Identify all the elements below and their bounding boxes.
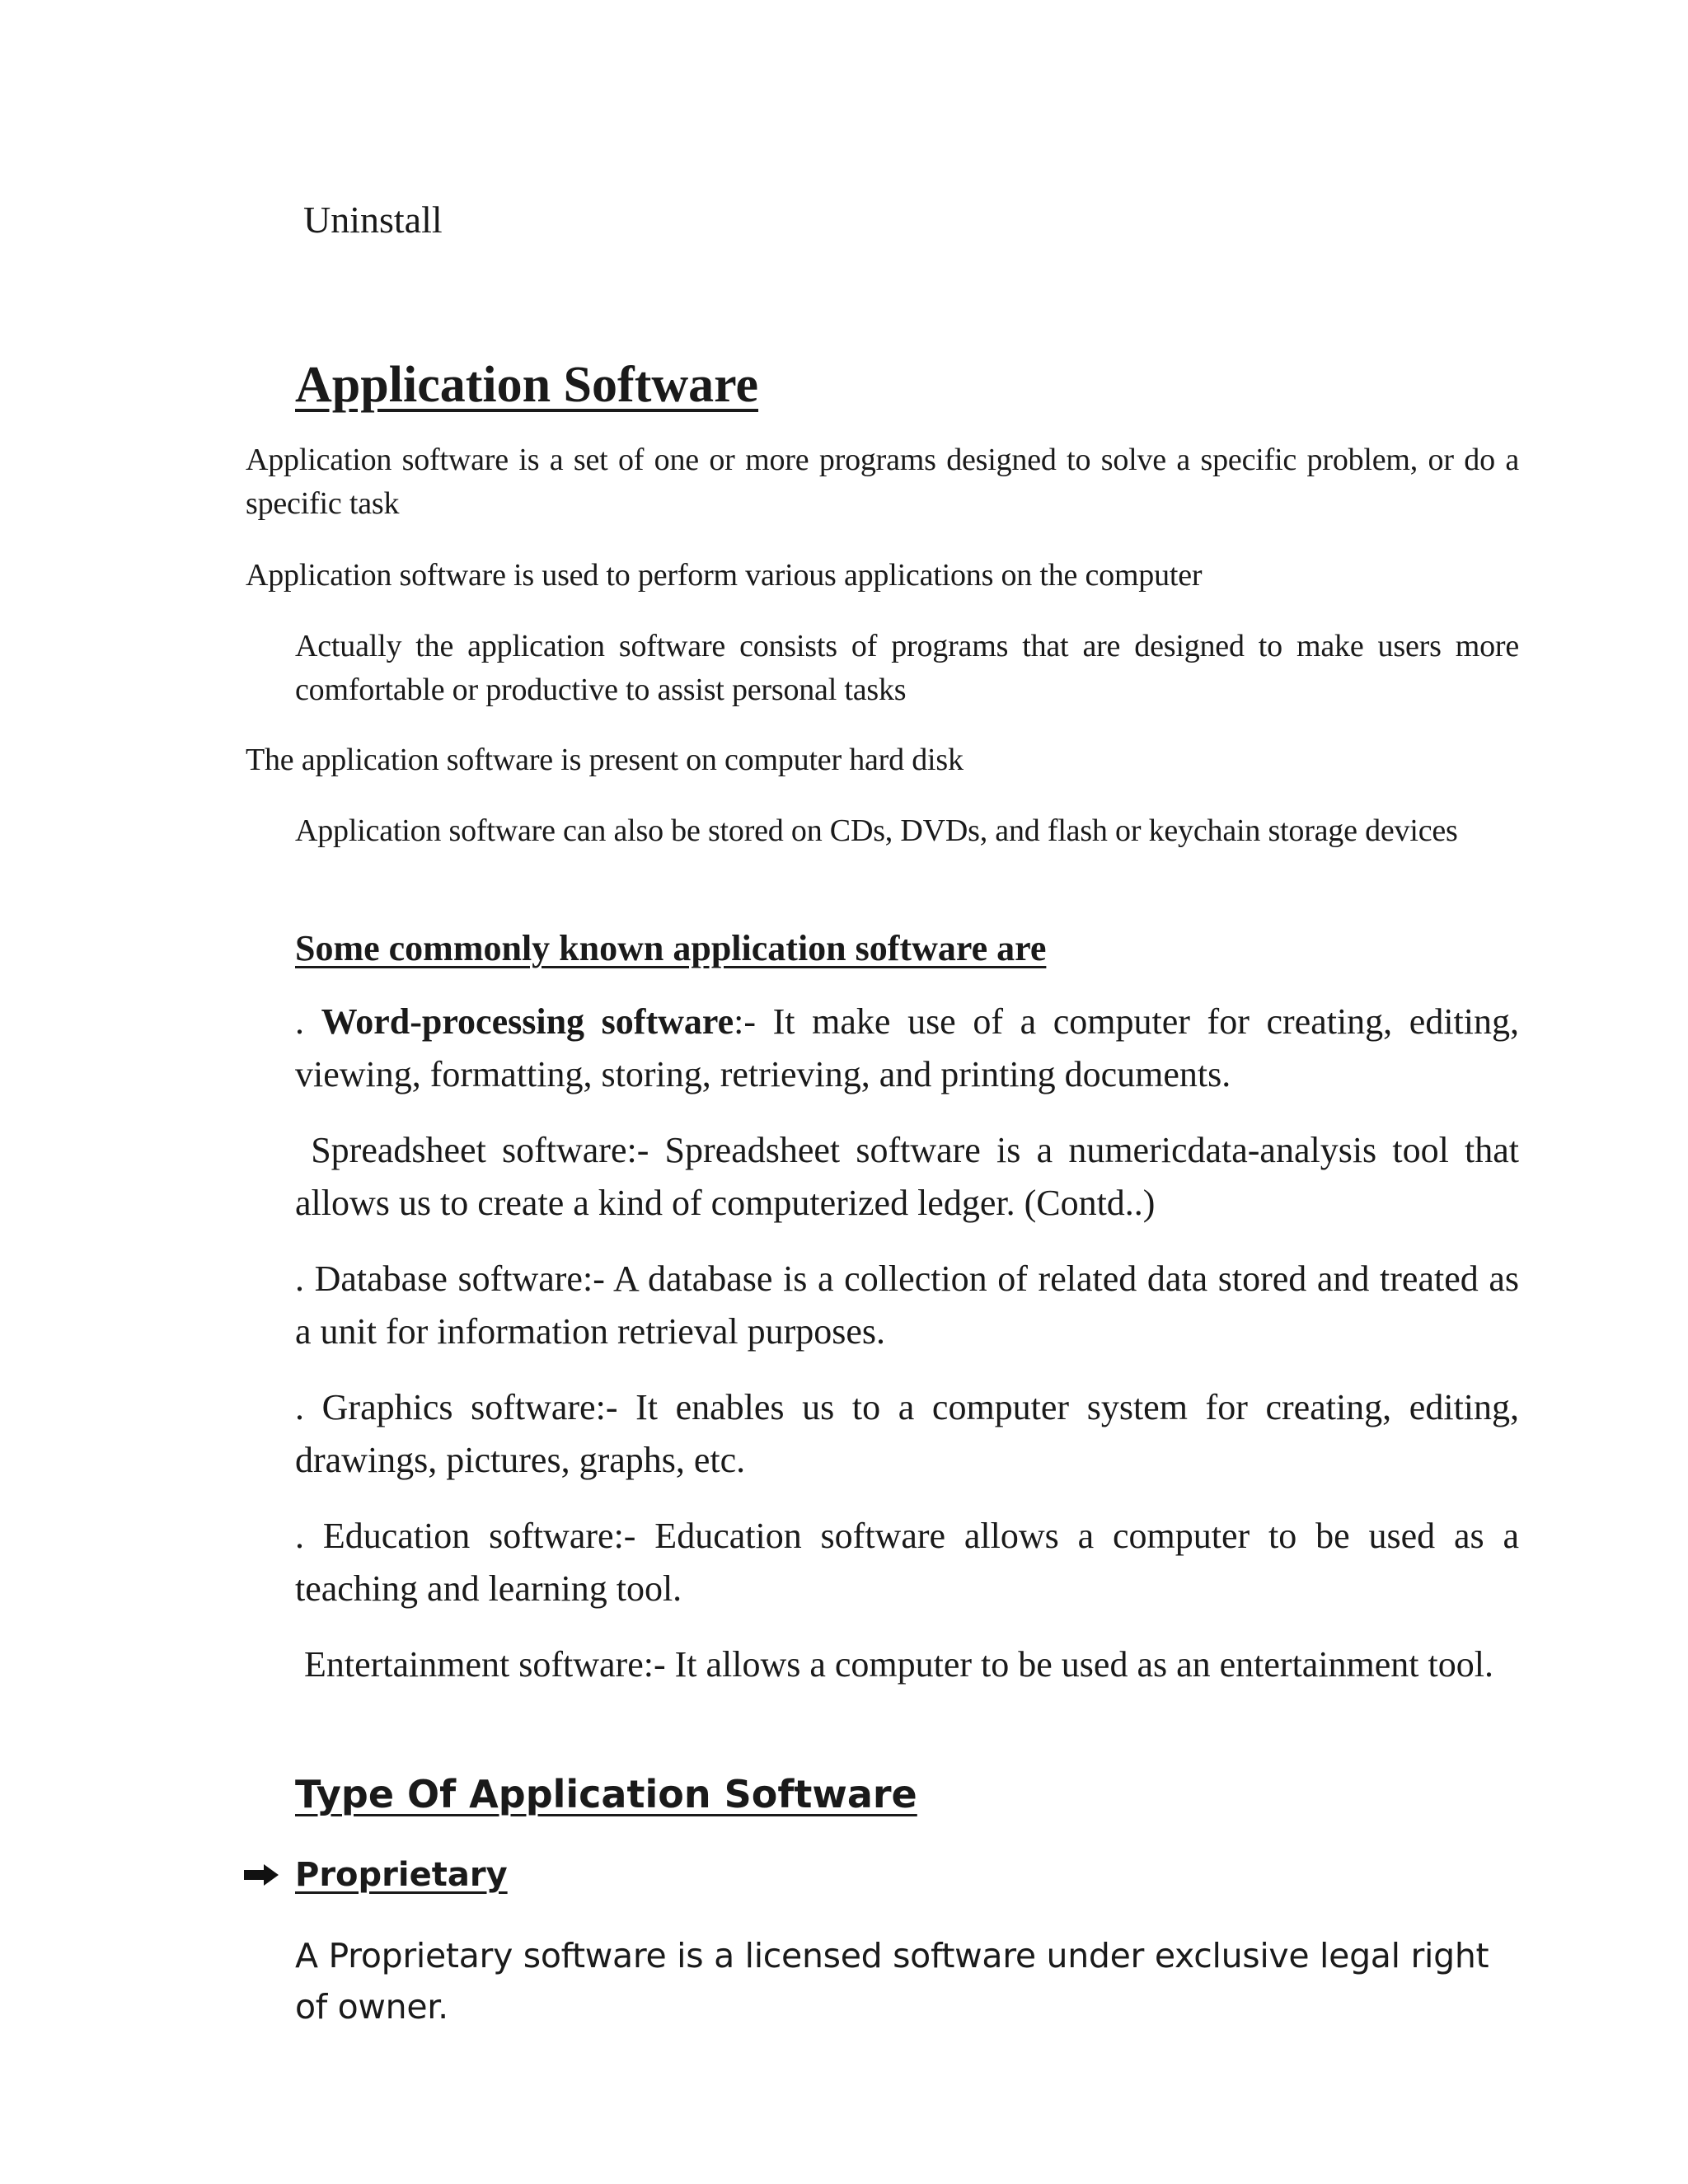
paragraph-storage: Application software can also be stored on CDs, DVDs, and flash or keychain storage devices [295, 813, 1458, 848]
item-prefix [295, 1644, 304, 1685]
item-text: Entertainment software:- It allows a computer to be used as an entertainment tool. [304, 1644, 1493, 1685]
right-arrow-icon [244, 1864, 279, 1886]
heading-type-of-application-software: Type Of Application Software [295, 1772, 917, 1816]
item-prefix: . [295, 1387, 322, 1427]
item-prefix: . [295, 1516, 323, 1556]
item-word-processing [295, 996, 1519, 1101]
item-database [295, 1253, 1519, 1358]
paragraph-definition: Application software is a set of one or more programs designed to solve a specific problem, or do a specific task [246, 443, 1519, 521]
paragraph-location: The application software is present on computer hard disk [246, 743, 964, 777]
item-graphics [295, 1381, 1519, 1487]
item-education [295, 1510, 1519, 1615]
item-text: Spreadsheet software:- Spreadsheet software is a numericdata-analysis tool that allows us to create a kind of computerized ledger. (Contd..) [295, 1130, 1528, 1223]
item-spreadsheet [295, 1124, 1528, 1230]
item-term: Word-processing software [321, 1001, 734, 1042]
paragraph-proprietary: A Proprietary software is a licensed software under exclusive legal right of owner. [295, 1936, 1489, 2027]
item-text: Education software:- Education software allows a computer to be used as a teaching and learning tool. [295, 1516, 1519, 1609]
paragraph-purpose: Actually the application software consists of programs that are designed to make users more comfortable or productive to assist personal tasks [295, 629, 1519, 707]
item-text: Graphics software:- It enables us to a computer system for creating, editing, drawings, pictures, graphs, etc. [295, 1387, 1520, 1480]
item-entertainment [295, 1638, 1519, 1691]
item-text: :- It make use of a computer for creating, editing, viewing, formatting, storing, retrieving, and printing documents. [295, 1001, 1519, 1094]
paragraph-usage: Application software is used to perform various applications on the computer [246, 558, 1203, 593]
item-prefix: . [295, 1258, 315, 1299]
item-prefix: . [295, 1001, 321, 1042]
item-text: Database software:- A database is a collection of related data stored and treated as a unit for information retrieval purposes. [295, 1258, 1519, 1352]
heading-application-software: Application Software [295, 357, 759, 413]
item-prefix [295, 1130, 311, 1170]
heading-proprietary: Proprietary [295, 1856, 508, 1894]
heading-common-software: Some commonly known application software are [295, 928, 1047, 968]
uninstall-text: Uninstall [303, 199, 443, 241]
